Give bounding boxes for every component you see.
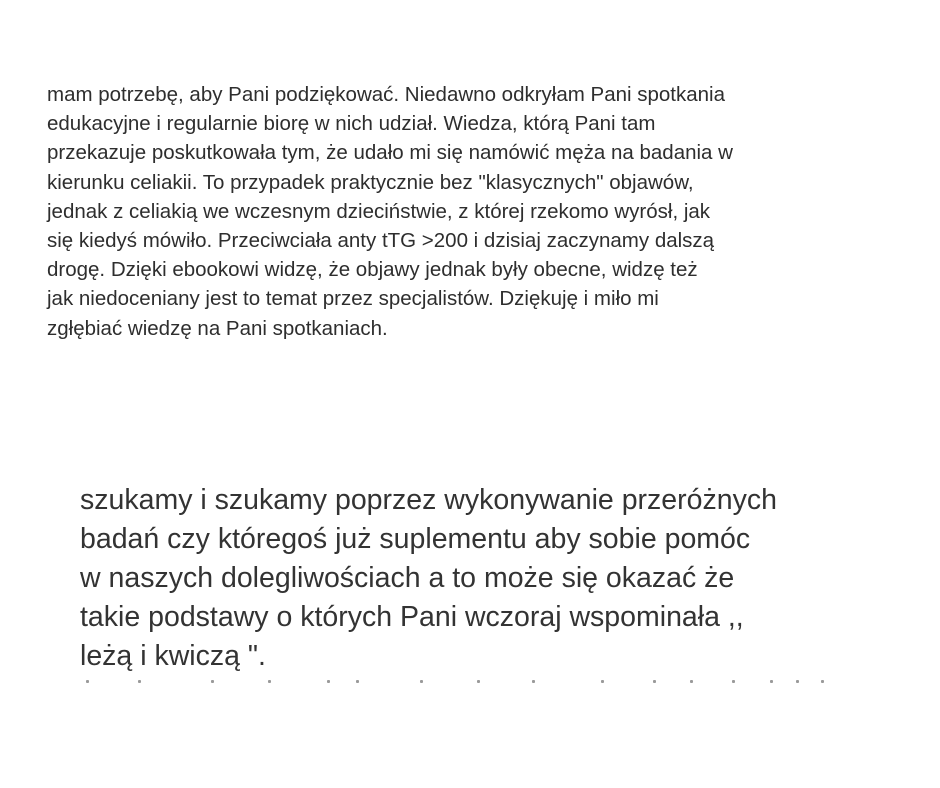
text-line: się kiedyś mówiło. Przeciwciała anty tTG >200 i dzisiaj zaczynamy dalszą bbox=[47, 229, 715, 253]
cropped-text-fragment bbox=[80, 680, 840, 686]
text-line: mam potrzebę, aby Pani podziękować. Niedawno odkryłam Pani spotkania bbox=[47, 83, 726, 106]
text-line: jednak z celiakią we wczesnym dzieciństwie, z której rzekomo wyrósł, jak bbox=[47, 199, 711, 223]
text-line: w naszych dolegliwościach a to może się okazać że bbox=[80, 562, 735, 594]
text-line: leżą i kwiczą ". bbox=[80, 640, 266, 672]
testimonial-excerpt-2 bbox=[80, 481, 930, 676]
text-line: kierunku celiakii. To przypadek praktycznie bez "klasycznych" objawów, bbox=[47, 170, 694, 194]
text-line: takie podstawy o których Pani wczoraj wspominała ,, bbox=[80, 601, 744, 633]
text-line: szukamy i szukamy poprzez wykonywanie przeróżnych bbox=[80, 484, 777, 516]
text-line: badań czy któregoś już suplementu aby sobie pomóc bbox=[80, 523, 751, 555]
text-line: przekazuje poskutkowała tym, że udało mi się namówić męża na badania w bbox=[47, 141, 733, 165]
text-line: edukacyjne i regularnie biorę w nich udział. Wiedza, którą Pani tam bbox=[47, 112, 656, 136]
text-line: drogę. Dzięki ebookowi widzę, że objawy jednak były obecne, widzę też bbox=[47, 258, 698, 282]
text-line: jak niedoceniany jest to temat przez specjalistów. Dziękuję i miło mi bbox=[47, 287, 659, 311]
text-line: zgłębiać wiedzę na Pani spotkaniach. bbox=[47, 316, 388, 340]
testimonial-excerpt-1 bbox=[47, 80, 927, 343]
